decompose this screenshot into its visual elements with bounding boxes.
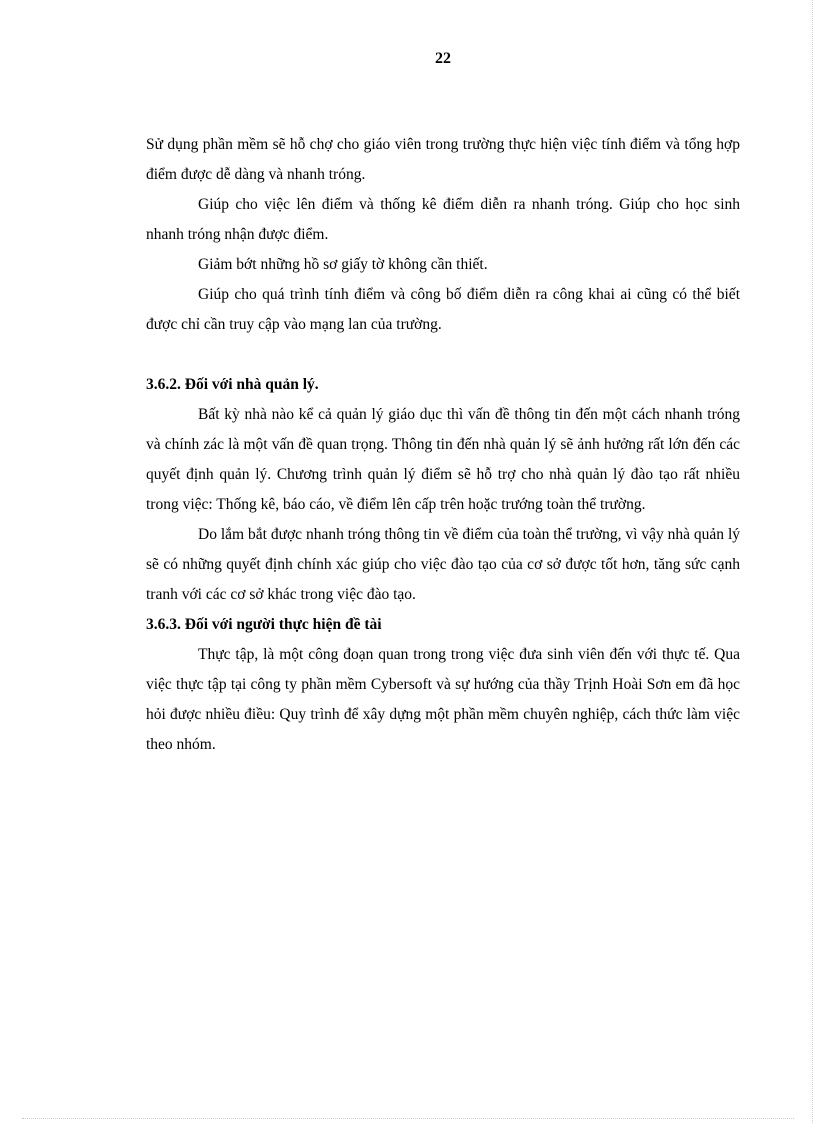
paragraph-public-results: Giúp cho quá trình tính điểm và công bố điểm diễn ra công khai ai cũng có thể biết được chỉ cần truy cập vào mạng lan của trường.: [146, 286, 740, 333]
page-bottom-border: [22, 1118, 794, 1119]
spacer: [146, 340, 740, 370]
document-body: [146, 130, 740, 760]
page-right-border: [812, 0, 813, 1123]
paragraph-grading-speed: Giúp cho việc lên điểm và thống kê điểm diễn ra nhanh tróng. Giúp cho học sinh nhanh tróng nhận được điểm.: [146, 196, 740, 243]
paragraph-manager-info: Bất kỳ nhà nào kể cả quản lý giáo dục thì vấn đề thông tin đến một cách nhanh tróng và chính zác là một vấn đề quan trọng. Thông tin đến nhà quản lý sẽ ảnh hưởng rất lớn đến các quyết định quản lý. Chương trình quản lý điểm sẽ hỗ trợ cho nhà quản lý đào tạo rất nhiều trong việc: Thống kê, báo cáo, về điểm lên cấp trên hoặc trướng toàn thể trường.: [146, 406, 740, 513]
section-heading-author: 3.6.3. Đối với người thực hiện đề tài: [146, 616, 382, 633]
page-number: 22: [435, 50, 451, 67]
section-heading-manager: 3.6.2. Đối với nhà quản lý.: [146, 376, 319, 393]
paragraph-reduce-paperwork: Giảm bớt những hồ sơ giấy tờ không cần thiết.: [198, 256, 488, 273]
paragraph-internship: Thực tập, là một công đoạn quan trong trong việc đưa sinh viên đến với thực tế. Qua việc thực tập tại công ty phần mềm Cybersoft và sự hướng của thầy Trịnh Hoài Sơn em đã học hỏi được nhiều điều: Quy trình để xây dựng một phần mềm chuyên nghiệp, cách thức làm việc theo nhóm.: [146, 646, 740, 753]
paragraph-manager-decisions: Do lắm bắt được nhanh tróng thông tin về điểm của toàn thể trường, vì vậy nhà quản lý sẽ có những quyết định chính xác giúp cho việc đào tạo của cơ sở được tốt hơn, tăng sức cạnh tranh với các cơ sở khác trong việc đào tạo.: [146, 526, 740, 603]
paragraph-software-benefits: Sử dụng phần mềm sẽ hỗ chợ cho giáo viên trong trường thực hiện việc tính điểm và tổng hợp điểm được dễ dàng và nhanh tróng.: [146, 136, 740, 183]
